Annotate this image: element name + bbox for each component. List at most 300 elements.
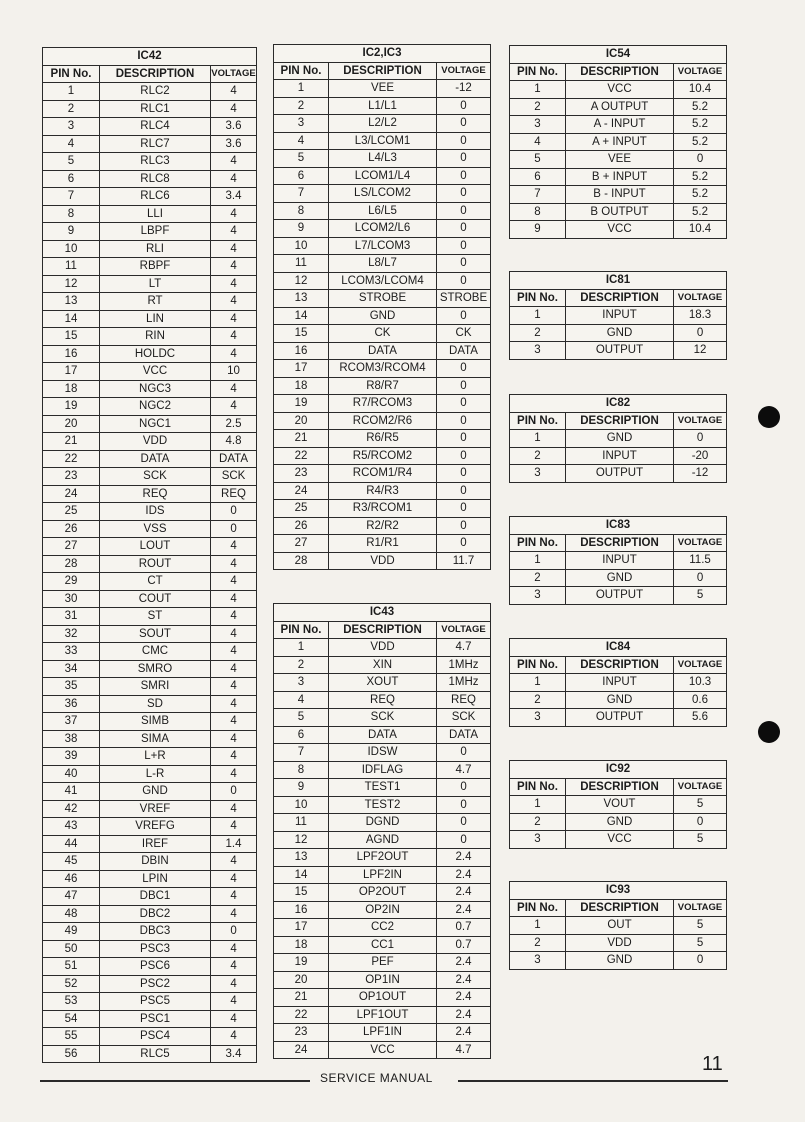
voltage-cell: 5.2	[674, 116, 727, 134]
description-cell: LPIN	[100, 870, 211, 888]
voltage-cell: 0	[437, 185, 491, 203]
voltage-cell: 0	[211, 520, 257, 538]
pin-cell: 15	[274, 325, 329, 343]
pin-cell: 51	[43, 958, 100, 976]
voltage-cell: 4	[211, 993, 257, 1011]
table-row	[274, 779, 491, 797]
table-row	[510, 324, 727, 342]
description-cell: RIN	[100, 328, 211, 346]
voltage-cell: 4	[211, 153, 257, 171]
pin-cell: 18	[274, 377, 329, 395]
description-cell: R8/R7	[329, 377, 437, 395]
pin-cell: 24	[274, 1041, 329, 1059]
voltage-cell: 4.7	[437, 639, 491, 657]
voltage-header: VOLTAGE	[437, 621, 491, 639]
table-row	[510, 221, 727, 239]
voltage-cell: 0	[437, 132, 491, 150]
description-cell: L-R	[100, 765, 211, 783]
pin-cell: 1	[510, 917, 566, 935]
description-cell: PSC1	[100, 1010, 211, 1028]
pin-cell: 43	[43, 818, 100, 836]
voltage-cell: 1.4	[211, 835, 257, 853]
description-cell: LPF2OUT	[329, 849, 437, 867]
table-row	[274, 150, 491, 168]
pin-cell: 7	[43, 188, 100, 206]
table-row	[43, 240, 257, 258]
voltage-cell: 0	[437, 535, 491, 553]
voltage-cell: 0	[437, 395, 491, 413]
table-row	[274, 272, 491, 290]
voltage-cell: 4	[211, 643, 257, 661]
table-row	[274, 866, 491, 884]
voltage-cell: 2.4	[437, 866, 491, 884]
description-cell: GND	[566, 952, 674, 970]
voltage-cell: REQ	[437, 691, 491, 709]
table-row	[510, 447, 727, 465]
description-cell: VCC	[329, 1041, 437, 1059]
pin-cell: 7	[274, 744, 329, 762]
voltage-cell: 0	[437, 500, 491, 518]
table-row	[510, 569, 727, 587]
description-cell: VEE	[566, 151, 674, 169]
voltage-cell: 10	[211, 363, 257, 381]
description-cell: GND	[566, 569, 674, 587]
description-cell: VREF	[100, 800, 211, 818]
description-header: DESCRIPTION	[566, 289, 674, 307]
voltage-cell: 2.5	[211, 415, 257, 433]
voltage-cell: 4	[211, 625, 257, 643]
description-cell: NGC1	[100, 415, 211, 433]
description-cell: RCOM1/R4	[329, 465, 437, 483]
ic92-table	[509, 760, 727, 849]
voltage-cell: 12	[674, 342, 727, 360]
pin-cell: 14	[274, 866, 329, 884]
voltage-cell: 5.2	[674, 98, 727, 116]
ic93-table	[509, 881, 727, 970]
description-cell: R6/R5	[329, 430, 437, 448]
voltage-cell: 5	[674, 796, 727, 814]
pin-cell: 7	[274, 185, 329, 203]
voltage-cell: 0	[437, 255, 491, 273]
pin-cell: 16	[274, 901, 329, 919]
voltage-cell: 3.6	[211, 135, 257, 153]
table-row	[510, 831, 727, 849]
pin-cell: 2	[274, 656, 329, 674]
table-row	[274, 202, 491, 220]
description-cell: REQ	[100, 485, 211, 503]
table-row	[510, 186, 727, 204]
pin-cell: 54	[43, 1010, 100, 1028]
pin-cell: 9	[274, 779, 329, 797]
pin-cell: 31	[43, 608, 100, 626]
voltage-cell: 2.4	[437, 971, 491, 989]
voltage-cell: 0.6	[674, 691, 727, 709]
voltage-cell: 4	[211, 660, 257, 678]
table-row	[43, 1045, 257, 1063]
pin-cell: 14	[43, 310, 100, 328]
description-cell: R5/RCOM2	[329, 447, 437, 465]
pin-cell: 1	[510, 674, 566, 692]
voltage-cell: 1MHz	[437, 656, 491, 674]
table-row	[274, 901, 491, 919]
description-cell: DATA	[329, 726, 437, 744]
voltage-cell: DATA	[437, 726, 491, 744]
description-cell: NGC2	[100, 398, 211, 416]
table-row	[510, 465, 727, 483]
pin-cell: 2	[510, 447, 566, 465]
table-row	[43, 135, 257, 153]
voltage-header: VOLTAGE	[211, 65, 257, 83]
description-cell: VDD	[566, 934, 674, 952]
voltage-cell: 4.7	[437, 761, 491, 779]
pin-cell: 22	[274, 447, 329, 465]
pin-header: PIN No.	[510, 534, 566, 552]
description-cell: L1/L1	[329, 97, 437, 115]
table-row	[43, 380, 257, 398]
description-cell: L7/LCOM3	[329, 237, 437, 255]
voltage-cell: 4	[211, 818, 257, 836]
pin-cell: 9	[43, 223, 100, 241]
table-row	[43, 818, 257, 836]
pin-cell: 17	[274, 360, 329, 378]
voltage-cell: 0	[674, 151, 727, 169]
pin-cell: 6	[43, 170, 100, 188]
voltage-cell: 4	[211, 1028, 257, 1046]
table-row	[43, 695, 257, 713]
voltage-cell: 2.4	[437, 1006, 491, 1024]
table-row	[510, 796, 727, 814]
voltage-cell: 4	[211, 748, 257, 766]
voltage-cell: -20	[674, 447, 727, 465]
table-row	[43, 258, 257, 276]
description-cell: VDD	[329, 552, 437, 570]
description-cell: DBIN	[100, 853, 211, 871]
pin-cell: 6	[274, 726, 329, 744]
table-row	[43, 520, 257, 538]
pin-cell: 15	[274, 884, 329, 902]
footer-label: SERVICE MANUAL	[320, 1071, 433, 1085]
table-row	[43, 118, 257, 136]
table-row	[274, 97, 491, 115]
voltage-header: VOLTAGE	[437, 62, 491, 80]
voltage-cell: 5.2	[674, 133, 727, 151]
table-row	[510, 203, 727, 221]
pin-cell: 36	[43, 695, 100, 713]
description-cell: LPF2IN	[329, 866, 437, 884]
description-cell: OUTPUT	[566, 587, 674, 605]
pin-cell: 2	[510, 324, 566, 342]
pin-cell: 6	[510, 168, 566, 186]
table-row	[43, 835, 257, 853]
description-cell: RLC5	[100, 1045, 211, 1063]
pin-cell: 21	[43, 433, 100, 451]
table-row	[274, 936, 491, 954]
description-cell: AGND	[329, 831, 437, 849]
table-row	[274, 115, 491, 133]
pin-cell: 13	[274, 849, 329, 867]
description-cell: SIMA	[100, 730, 211, 748]
voltage-cell: 5.2	[674, 203, 727, 221]
description-cell: OP2IN	[329, 901, 437, 919]
description-cell: PSC6	[100, 958, 211, 976]
table-row	[43, 188, 257, 206]
voltage-cell: 4	[211, 100, 257, 118]
voltage-cell: 0.7	[437, 936, 491, 954]
description-cell: OP1IN	[329, 971, 437, 989]
table-row	[274, 500, 491, 518]
pin-cell: 24	[43, 485, 100, 503]
voltage-cell: STROBE	[437, 290, 491, 308]
description-cell: LIN	[100, 310, 211, 328]
voltage-cell: 0	[437, 202, 491, 220]
table-row	[43, 853, 257, 871]
table-row	[43, 660, 257, 678]
voltage-cell: 4	[211, 905, 257, 923]
pin-cell: 50	[43, 940, 100, 958]
table-title: IC93	[510, 882, 727, 900]
table-row	[274, 814, 491, 832]
table-row	[510, 168, 727, 186]
pin-cell: 39	[43, 748, 100, 766]
table-title: IC43	[274, 604, 491, 622]
description-cell: LPF1IN	[329, 1024, 437, 1042]
pin-cell: 19	[274, 954, 329, 972]
voltage-cell: 4	[211, 345, 257, 363]
pin-cell: 3	[274, 115, 329, 133]
description-cell: VCC	[566, 221, 674, 239]
table-row	[274, 80, 491, 98]
pin-cell: 12	[43, 275, 100, 293]
table-row	[274, 709, 491, 727]
table-row	[43, 485, 257, 503]
table-row	[510, 98, 727, 116]
voltage-cell: 4	[211, 83, 257, 101]
voltage-cell: 2.4	[437, 901, 491, 919]
description-cell: VCC	[100, 363, 211, 381]
pin-cell: 2	[43, 100, 100, 118]
pin-cell: 23	[274, 1024, 329, 1042]
table-row	[43, 573, 257, 591]
description-cell: IDS	[100, 503, 211, 521]
voltage-header: VOLTAGE	[674, 412, 727, 430]
description-cell: INPUT	[566, 307, 674, 325]
description-cell: LCOM2/L6	[329, 220, 437, 238]
description-cell: COUT	[100, 590, 211, 608]
pin-cell: 18	[43, 380, 100, 398]
voltage-cell: 0	[674, 813, 727, 831]
voltage-cell: 3.4	[211, 1045, 257, 1063]
voltage-cell: 2.4	[437, 884, 491, 902]
pin-cell: 17	[43, 363, 100, 381]
description-cell: RLC8	[100, 170, 211, 188]
description-cell: RBPF	[100, 258, 211, 276]
voltage-cell: 0	[674, 324, 727, 342]
description-cell: OP2OUT	[329, 884, 437, 902]
pin-cell: 19	[274, 395, 329, 413]
table-title: IC83	[510, 517, 727, 535]
description-cell: LCOM3/LCOM4	[329, 272, 437, 290]
table-row	[510, 691, 727, 709]
voltage-cell: 0	[437, 237, 491, 255]
description-cell: R2/R2	[329, 517, 437, 535]
description-cell: B - INPUT	[566, 186, 674, 204]
table-row	[43, 923, 257, 941]
table-row	[43, 310, 257, 328]
voltage-cell: 0	[674, 952, 727, 970]
voltage-cell: 4	[211, 678, 257, 696]
pin-cell: 49	[43, 923, 100, 941]
description-cell: RLC7	[100, 135, 211, 153]
description-cell: R4/R3	[329, 482, 437, 500]
description-cell: SMRO	[100, 660, 211, 678]
table-row	[43, 590, 257, 608]
description-cell: SCK	[329, 709, 437, 727]
table-row	[274, 849, 491, 867]
voltage-cell: 4	[211, 310, 257, 328]
voltage-cell: 4	[211, 1010, 257, 1028]
voltage-cell: 2.4	[437, 1024, 491, 1042]
pin-cell: 53	[43, 993, 100, 1011]
pin-cell: 26	[43, 520, 100, 538]
pin-cell: 1	[274, 80, 329, 98]
ic84-table	[509, 638, 727, 727]
binder-hole	[758, 721, 780, 743]
pin-cell: 1	[510, 796, 566, 814]
pin-cell: 22	[274, 1006, 329, 1024]
voltage-cell: 4	[211, 730, 257, 748]
table-row	[274, 255, 491, 273]
voltage-cell: 0	[437, 272, 491, 290]
voltage-cell: 4	[211, 870, 257, 888]
description-cell: RCOM2/R6	[329, 412, 437, 430]
table-row	[274, 971, 491, 989]
pin-cell: 3	[510, 587, 566, 605]
voltage-cell: 4	[211, 713, 257, 731]
pin-cell: 13	[274, 290, 329, 308]
voltage-cell: 4	[211, 573, 257, 591]
description-header: DESCRIPTION	[566, 63, 674, 81]
pin-cell: 12	[274, 831, 329, 849]
voltage-cell: 0	[674, 430, 727, 448]
table-row	[510, 674, 727, 692]
description-cell: GND	[566, 430, 674, 448]
pin-cell: 11	[43, 258, 100, 276]
pin-header: PIN No.	[510, 289, 566, 307]
table-row	[43, 1010, 257, 1028]
pin-cell: 3	[510, 342, 566, 360]
table-row	[274, 726, 491, 744]
table-row	[274, 482, 491, 500]
description-cell: DGND	[329, 814, 437, 832]
pin-cell: 11	[274, 255, 329, 273]
pin-cell: 1	[510, 430, 566, 448]
voltage-cell: 4	[211, 940, 257, 958]
description-cell: STROBE	[329, 290, 437, 308]
table-row	[43, 345, 257, 363]
pin-cell: 23	[274, 465, 329, 483]
voltage-cell: 10.4	[674, 221, 727, 239]
voltage-cell: 0	[437, 150, 491, 168]
description-cell: SOUT	[100, 625, 211, 643]
description-header: DESCRIPTION	[566, 899, 674, 917]
table-row	[274, 1024, 491, 1042]
table-row	[43, 975, 257, 993]
description-cell: VEE	[329, 80, 437, 98]
pin-cell: 7	[510, 186, 566, 204]
pin-cell: 3	[43, 118, 100, 136]
pin-cell: 1	[274, 639, 329, 657]
description-cell: PSC3	[100, 940, 211, 958]
description-header: DESCRIPTION	[566, 412, 674, 430]
description-cell: PSC4	[100, 1028, 211, 1046]
ic42-table	[42, 47, 257, 1063]
pin-cell: 8	[274, 761, 329, 779]
table-row	[43, 223, 257, 241]
voltage-cell: 0	[437, 167, 491, 185]
voltage-cell: 0	[211, 923, 257, 941]
ic83-table	[509, 516, 727, 605]
table-row	[274, 656, 491, 674]
description-cell: SMRI	[100, 678, 211, 696]
voltage-cell: 0	[437, 412, 491, 430]
table-row	[43, 905, 257, 923]
footer-rule-left	[40, 1080, 310, 1082]
voltage-cell: REQ	[211, 485, 257, 503]
voltage-cell: 4	[211, 223, 257, 241]
voltage-cell: 11.5	[674, 552, 727, 570]
pin-cell: 18	[274, 936, 329, 954]
table-row	[274, 290, 491, 308]
table-title: IC84	[510, 639, 727, 657]
description-cell: IDSW	[329, 744, 437, 762]
voltage-cell: 4.7	[437, 1041, 491, 1059]
description-cell: L6/L5	[329, 202, 437, 220]
description-header: DESCRIPTION	[566, 656, 674, 674]
pin-cell: 2	[510, 98, 566, 116]
table-row	[274, 796, 491, 814]
pin-cell: 2	[510, 569, 566, 587]
description-cell: CT	[100, 573, 211, 591]
table-row	[510, 587, 727, 605]
pin-cell: 24	[274, 482, 329, 500]
voltage-cell: 18.3	[674, 307, 727, 325]
table-row	[510, 133, 727, 151]
pin-cell: 14	[274, 307, 329, 325]
pin-header: PIN No.	[510, 412, 566, 430]
description-cell: VDD	[329, 639, 437, 657]
table-row	[43, 783, 257, 801]
voltage-cell: 2.4	[437, 989, 491, 1007]
pin-cell: 45	[43, 853, 100, 871]
table-row	[274, 360, 491, 378]
description-cell: CC2	[329, 919, 437, 937]
pin-cell: 46	[43, 870, 100, 888]
description-cell: CC1	[329, 936, 437, 954]
description-cell: A - INPUT	[566, 116, 674, 134]
description-cell: R1/R1	[329, 535, 437, 553]
pin-cell: 2	[510, 934, 566, 952]
voltage-cell: 0	[211, 783, 257, 801]
voltage-cell: SCK	[211, 468, 257, 486]
pin-cell: 3	[510, 952, 566, 970]
voltage-cell: 0	[211, 503, 257, 521]
voltage-cell: 0	[437, 482, 491, 500]
pin-cell: 22	[43, 450, 100, 468]
voltage-cell: 4	[211, 975, 257, 993]
pin-cell: 28	[43, 555, 100, 573]
pin-cell: 20	[43, 415, 100, 433]
description-cell: L8/L7	[329, 255, 437, 273]
